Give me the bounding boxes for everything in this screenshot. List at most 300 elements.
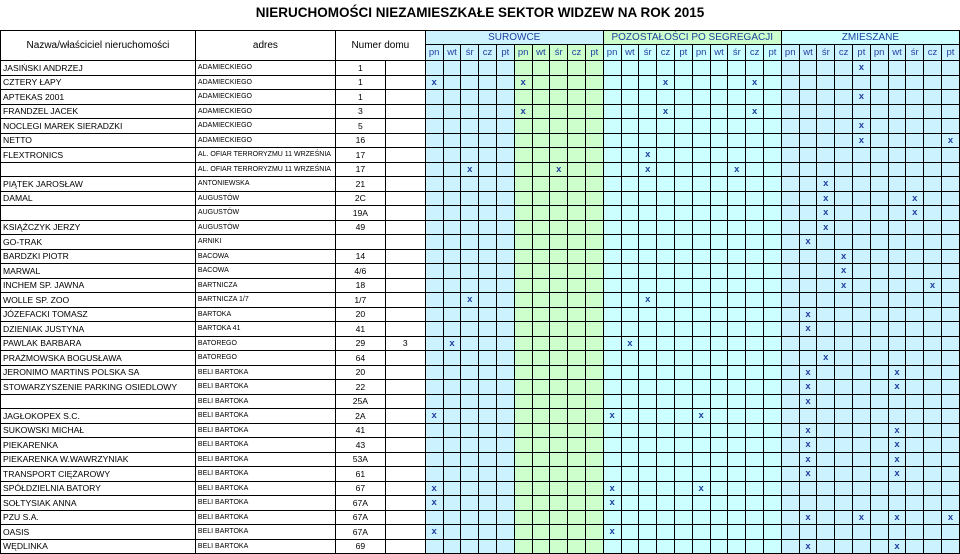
schedule-cell: x: [639, 293, 657, 308]
schedule-cell: [639, 380, 657, 395]
extra-cell: [385, 264, 425, 279]
schedule-cell: [461, 249, 479, 264]
schedule-cell: [514, 510, 532, 525]
schedule-cell: x: [514, 75, 532, 90]
schedule-cell: [764, 220, 782, 235]
schedule-cell: [835, 409, 853, 424]
schedule-cell: [781, 322, 799, 337]
table-body: [1, 61, 960, 554]
day-header: wt: [532, 44, 550, 60]
schedule-cell: [568, 423, 586, 438]
schedule-cell: [461, 365, 479, 380]
schedule-cell: [781, 104, 799, 119]
owner-cell: DZIENIAK JUSTYNA: [1, 322, 196, 337]
schedule-cell: [639, 220, 657, 235]
schedule-cell: [941, 496, 959, 511]
schedule-cell: [728, 496, 746, 511]
day-header: pn: [425, 44, 443, 60]
schedule-cell: x: [657, 104, 675, 119]
schedule-cell: [443, 264, 461, 279]
owner-cell: OASIS: [1, 525, 196, 540]
schedule-cell: [674, 293, 692, 308]
schedule-cell: [639, 539, 657, 554]
schedule-cell: [550, 148, 568, 163]
owner-cell: WĘDLINKA: [1, 539, 196, 554]
schedule-cell: x: [906, 206, 924, 221]
schedule-cell: [585, 322, 603, 337]
schedule-cell: [674, 133, 692, 148]
schedule-cell: [746, 322, 764, 337]
schedule-cell: [924, 394, 942, 409]
schedule-cell: [657, 293, 675, 308]
schedule-cell: x: [603, 496, 621, 511]
schedule-cell: [425, 133, 443, 148]
schedule-cell: [781, 61, 799, 76]
schedule-cell: [496, 510, 514, 525]
table-row: [1, 162, 960, 177]
schedule-cell: [657, 539, 675, 554]
schedule-cell: [657, 264, 675, 279]
schedule-cell: [781, 394, 799, 409]
schedule-cell: [621, 510, 639, 525]
table-row: [1, 467, 960, 482]
schedule-cell: [746, 278, 764, 293]
schedule-cell: [941, 104, 959, 119]
schedule-cell: [852, 380, 870, 395]
day-header: pn: [514, 44, 532, 60]
schedule-cell: [674, 481, 692, 496]
schedule-cell: [550, 481, 568, 496]
schedule-cell: [710, 423, 728, 438]
schedule-cell: [568, 191, 586, 206]
schedule-cell: [746, 481, 764, 496]
schedule-cell: [479, 423, 497, 438]
schedule-cell: [514, 539, 532, 554]
schedule-cell: [443, 525, 461, 540]
owner-cell: PIEKARENKA: [1, 438, 196, 453]
schedule-cell: [852, 351, 870, 366]
schedule-cell: [870, 481, 888, 496]
schedule-cell: [585, 467, 603, 482]
schedule-cell: [550, 539, 568, 554]
schedule-cell: x: [425, 409, 443, 424]
schedule-cell: [710, 264, 728, 279]
schedule-cell: [764, 510, 782, 525]
schedule-cell: [496, 162, 514, 177]
schedule-cell: [479, 452, 497, 467]
schedule-cell: [461, 148, 479, 163]
address-cell: AL. OFIAR TERRORYZMU 11 WRZEŚNIA: [195, 148, 335, 163]
schedule-cell: [514, 525, 532, 540]
schedule-cell: [941, 322, 959, 337]
schedule-cell: [817, 481, 835, 496]
schedule-cell: [621, 177, 639, 192]
schedule-cell: [728, 423, 746, 438]
schedule-cell: x: [443, 336, 461, 351]
schedule-cell: [479, 467, 497, 482]
schedule-cell: [550, 293, 568, 308]
schedule-cell: [674, 191, 692, 206]
schedule-cell: x: [817, 206, 835, 221]
schedule-cell: [924, 467, 942, 482]
schedule-cell: [817, 510, 835, 525]
schedule-cell: [532, 278, 550, 293]
schedule-cell: [496, 177, 514, 192]
schedule-cell: [941, 177, 959, 192]
table-row: [1, 148, 960, 163]
schedule-cell: [835, 510, 853, 525]
schedule-cell: [817, 380, 835, 395]
schedule-cell: x: [817, 191, 835, 206]
schedule-cell: [906, 496, 924, 511]
schedule-cell: [425, 438, 443, 453]
schedule-cell: [728, 119, 746, 134]
table-row: [1, 409, 960, 424]
schedule-cell: [888, 278, 906, 293]
schedule-cell: [674, 220, 692, 235]
schedule-cell: [603, 133, 621, 148]
schedule-cell: [461, 336, 479, 351]
schedule-cell: [550, 220, 568, 235]
schedule-cell: [496, 61, 514, 76]
schedule-cell: [603, 249, 621, 264]
schedule-cell: [674, 162, 692, 177]
schedule-cell: [888, 177, 906, 192]
schedule-cell: [728, 307, 746, 322]
schedule-cell: [941, 351, 959, 366]
schedule-cell: [639, 119, 657, 134]
schedule-cell: [568, 438, 586, 453]
schedule-cell: [657, 496, 675, 511]
schedule-cell: [514, 293, 532, 308]
schedule-cell: [639, 264, 657, 279]
schedule-cell: [764, 90, 782, 105]
schedule-cell: [674, 510, 692, 525]
schedule-cell: [888, 525, 906, 540]
schedule-cell: [692, 423, 710, 438]
schedule-cell: [621, 322, 639, 337]
schedule-cell: [532, 206, 550, 221]
schedule-cell: [621, 235, 639, 250]
schedule-cell: [443, 293, 461, 308]
schedule-cell: [888, 162, 906, 177]
group-header: POZOSTAŁOŚCI PO SEGREGACJI: [603, 31, 781, 45]
schedule-cell: [817, 104, 835, 119]
house-number-cell: 67: [335, 481, 385, 496]
schedule-cell: [674, 351, 692, 366]
schedule-cell: [657, 322, 675, 337]
schedule-cell: [425, 510, 443, 525]
schedule-cell: [870, 496, 888, 511]
schedule-cell: [906, 322, 924, 337]
schedule-cell: x: [514, 104, 532, 119]
schedule-cell: [674, 525, 692, 540]
schedule-cell: [888, 220, 906, 235]
schedule-cell: [746, 61, 764, 76]
schedule-cell: [835, 293, 853, 308]
schedule-cell: [496, 206, 514, 221]
schedule-cell: [657, 307, 675, 322]
schedule-cell: [550, 191, 568, 206]
day-header: wt: [799, 44, 817, 60]
schedule-cell: [799, 133, 817, 148]
schedule-cell: [835, 438, 853, 453]
schedule-cell: [817, 278, 835, 293]
schedule-cell: [496, 409, 514, 424]
schedule-cell: [496, 539, 514, 554]
schedule-cell: [924, 191, 942, 206]
schedule-cell: [906, 264, 924, 279]
schedule-cell: [443, 365, 461, 380]
schedule-cell: [585, 278, 603, 293]
schedule-cell: [514, 365, 532, 380]
schedule-cell: [799, 249, 817, 264]
schedule-cell: [781, 119, 799, 134]
schedule-cell: [514, 90, 532, 105]
group-header: ZMIESZANE: [781, 31, 959, 45]
schedule-cell: [657, 423, 675, 438]
schedule-cell: [532, 510, 550, 525]
table-row: [1, 61, 960, 76]
schedule-cell: [870, 409, 888, 424]
schedule-cell: [692, 220, 710, 235]
schedule-cell: [888, 496, 906, 511]
schedule-cell: [941, 206, 959, 221]
day-header: śr: [550, 44, 568, 60]
schedule-cell: x: [888, 467, 906, 482]
schedule-cell: [568, 264, 586, 279]
schedule-cell: x: [852, 90, 870, 105]
schedule-cell: [781, 481, 799, 496]
schedule-cell: [496, 104, 514, 119]
schedule-cell: [906, 481, 924, 496]
schedule-cell: [764, 206, 782, 221]
schedule-cell: [746, 235, 764, 250]
schedule-cell: [532, 177, 550, 192]
schedule-cell: [835, 104, 853, 119]
schedule-cell: [799, 61, 817, 76]
schedule-cell: [532, 61, 550, 76]
schedule-cell: [639, 336, 657, 351]
house-number-cell: 17: [335, 162, 385, 177]
address-cell: BELI BARTOKA: [195, 365, 335, 380]
schedule-cell: [550, 423, 568, 438]
schedule-cell: [514, 452, 532, 467]
schedule-cell: [443, 235, 461, 250]
schedule-cell: [746, 438, 764, 453]
schedule-cell: [514, 322, 532, 337]
schedule-cell: [781, 336, 799, 351]
schedule-cell: [710, 61, 728, 76]
extra-cell: [385, 119, 425, 134]
schedule-cell: x: [603, 525, 621, 540]
schedule-cell: [532, 104, 550, 119]
schedule-cell: [870, 220, 888, 235]
schedule-cell: [817, 438, 835, 453]
schedule-cell: [924, 133, 942, 148]
schedule-cell: [692, 467, 710, 482]
schedule-cell: [817, 525, 835, 540]
schedule-cell: [870, 148, 888, 163]
schedule-cell: [532, 539, 550, 554]
schedule-cell: [924, 409, 942, 424]
schedule-cell: [710, 438, 728, 453]
schedule-cell: [764, 351, 782, 366]
schedule-cell: [888, 409, 906, 424]
schedule-cell: [585, 496, 603, 511]
schedule-cell: [532, 133, 550, 148]
schedule-cell: [870, 322, 888, 337]
schedule-cell: [479, 162, 497, 177]
schedule-cell: [888, 75, 906, 90]
schedule-cell: [532, 235, 550, 250]
schedule-cell: [603, 293, 621, 308]
owner-cell: [1, 162, 196, 177]
schedule-cell: [674, 278, 692, 293]
schedule-cell: [924, 438, 942, 453]
schedule-cell: [514, 220, 532, 235]
schedule-cell: [639, 452, 657, 467]
schedule-cell: [835, 525, 853, 540]
schedule-cell: [781, 220, 799, 235]
schedule-cell: [585, 249, 603, 264]
schedule-cell: [496, 148, 514, 163]
schedule-cell: [888, 322, 906, 337]
schedule-cell: [461, 307, 479, 322]
schedule-cell: [568, 322, 586, 337]
schedule-cell: [621, 162, 639, 177]
schedule-cell: [479, 351, 497, 366]
schedule-cell: [835, 235, 853, 250]
address-cell: BARTOKA 41: [195, 322, 335, 337]
schedule-cell: [443, 220, 461, 235]
schedule-cell: [746, 525, 764, 540]
schedule-cell: x: [888, 423, 906, 438]
schedule-cell: [728, 104, 746, 119]
schedule-cell: [852, 452, 870, 467]
schedule-cell: [479, 307, 497, 322]
extra-cell: [385, 249, 425, 264]
address-cell: AUGUSTÓW: [195, 206, 335, 221]
schedule-cell: [603, 307, 621, 322]
schedule-cell: [443, 90, 461, 105]
schedule-cell: [496, 496, 514, 511]
schedule-cell: [941, 452, 959, 467]
schedule-cell: [710, 496, 728, 511]
schedule-cell: [532, 351, 550, 366]
schedule-cell: [817, 75, 835, 90]
schedule-cell: [621, 278, 639, 293]
schedule-cell: [924, 351, 942, 366]
schedule-cell: [728, 467, 746, 482]
extra-cell: [385, 307, 425, 322]
schedule-cell: [781, 191, 799, 206]
address-cell: BELI BARTOKA: [195, 394, 335, 409]
owner-cell: SPÓŁDZIELNIA BATORY: [1, 481, 196, 496]
schedule-cell: [764, 336, 782, 351]
schedule-cell: [568, 336, 586, 351]
schedule-cell: [692, 278, 710, 293]
extra-cell: [385, 365, 425, 380]
schedule-cell: [710, 293, 728, 308]
schedule-cell: [764, 394, 782, 409]
schedule-cell: [674, 235, 692, 250]
schedule-cell: x: [941, 133, 959, 148]
owner-cell: TRANSPORT CIĘŻAROWY: [1, 467, 196, 482]
schedule-cell: x: [888, 380, 906, 395]
schedule-cell: [425, 249, 443, 264]
schedule-cell: [870, 278, 888, 293]
schedule-cell: [657, 133, 675, 148]
day-header: śr: [461, 44, 479, 60]
schedule-cell: [941, 423, 959, 438]
table-row: [1, 90, 960, 105]
schedule-cell: [870, 293, 888, 308]
house-number-cell: 3: [335, 104, 385, 119]
schedule-cell: [781, 162, 799, 177]
schedule-cell: [799, 351, 817, 366]
schedule-cell: [496, 467, 514, 482]
address-cell: BELI BARTOKA: [195, 380, 335, 395]
extra-cell: [385, 351, 425, 366]
extra-cell: [385, 75, 425, 90]
schedule-cell: [550, 380, 568, 395]
schedule-cell: [461, 206, 479, 221]
schedule-cell: [906, 293, 924, 308]
schedule-cell: [728, 365, 746, 380]
schedule-cell: [550, 133, 568, 148]
schedule-cell: [603, 278, 621, 293]
schedule-cell: [532, 220, 550, 235]
schedule-cell: [852, 220, 870, 235]
schedule-cell: [870, 438, 888, 453]
schedule-cell: [817, 496, 835, 511]
extra-cell: [385, 162, 425, 177]
schedule-cell: [550, 452, 568, 467]
schedule-cell: [781, 90, 799, 105]
schedule-cell: [514, 191, 532, 206]
schedule-cell: [799, 496, 817, 511]
schedule-cell: [674, 336, 692, 351]
schedule-cell: [764, 191, 782, 206]
schedule-cell: [443, 177, 461, 192]
schedule-cell: [817, 394, 835, 409]
owner-cell: NETTO: [1, 133, 196, 148]
schedule-cell: [496, 423, 514, 438]
schedule-cell: [746, 539, 764, 554]
schedule-cell: [781, 539, 799, 554]
house-number-cell: 64: [335, 351, 385, 366]
schedule-cell: [710, 322, 728, 337]
schedule-cell: [657, 90, 675, 105]
schedule-cell: [906, 148, 924, 163]
schedule-cell: [479, 293, 497, 308]
house-number-cell: 67A: [335, 496, 385, 511]
extra-cell: [385, 90, 425, 105]
schedule-cell: [924, 235, 942, 250]
schedule-cell: [603, 510, 621, 525]
schedule-cell: [764, 177, 782, 192]
schedule-cell: [425, 351, 443, 366]
schedule-cell: [941, 148, 959, 163]
schedule-cell: [674, 75, 692, 90]
day-header: wt: [621, 44, 639, 60]
schedule-cell: [888, 235, 906, 250]
schedule-cell: [710, 380, 728, 395]
schedule-cell: [906, 467, 924, 482]
extra-cell: [385, 61, 425, 76]
schedule-cell: x: [799, 235, 817, 250]
